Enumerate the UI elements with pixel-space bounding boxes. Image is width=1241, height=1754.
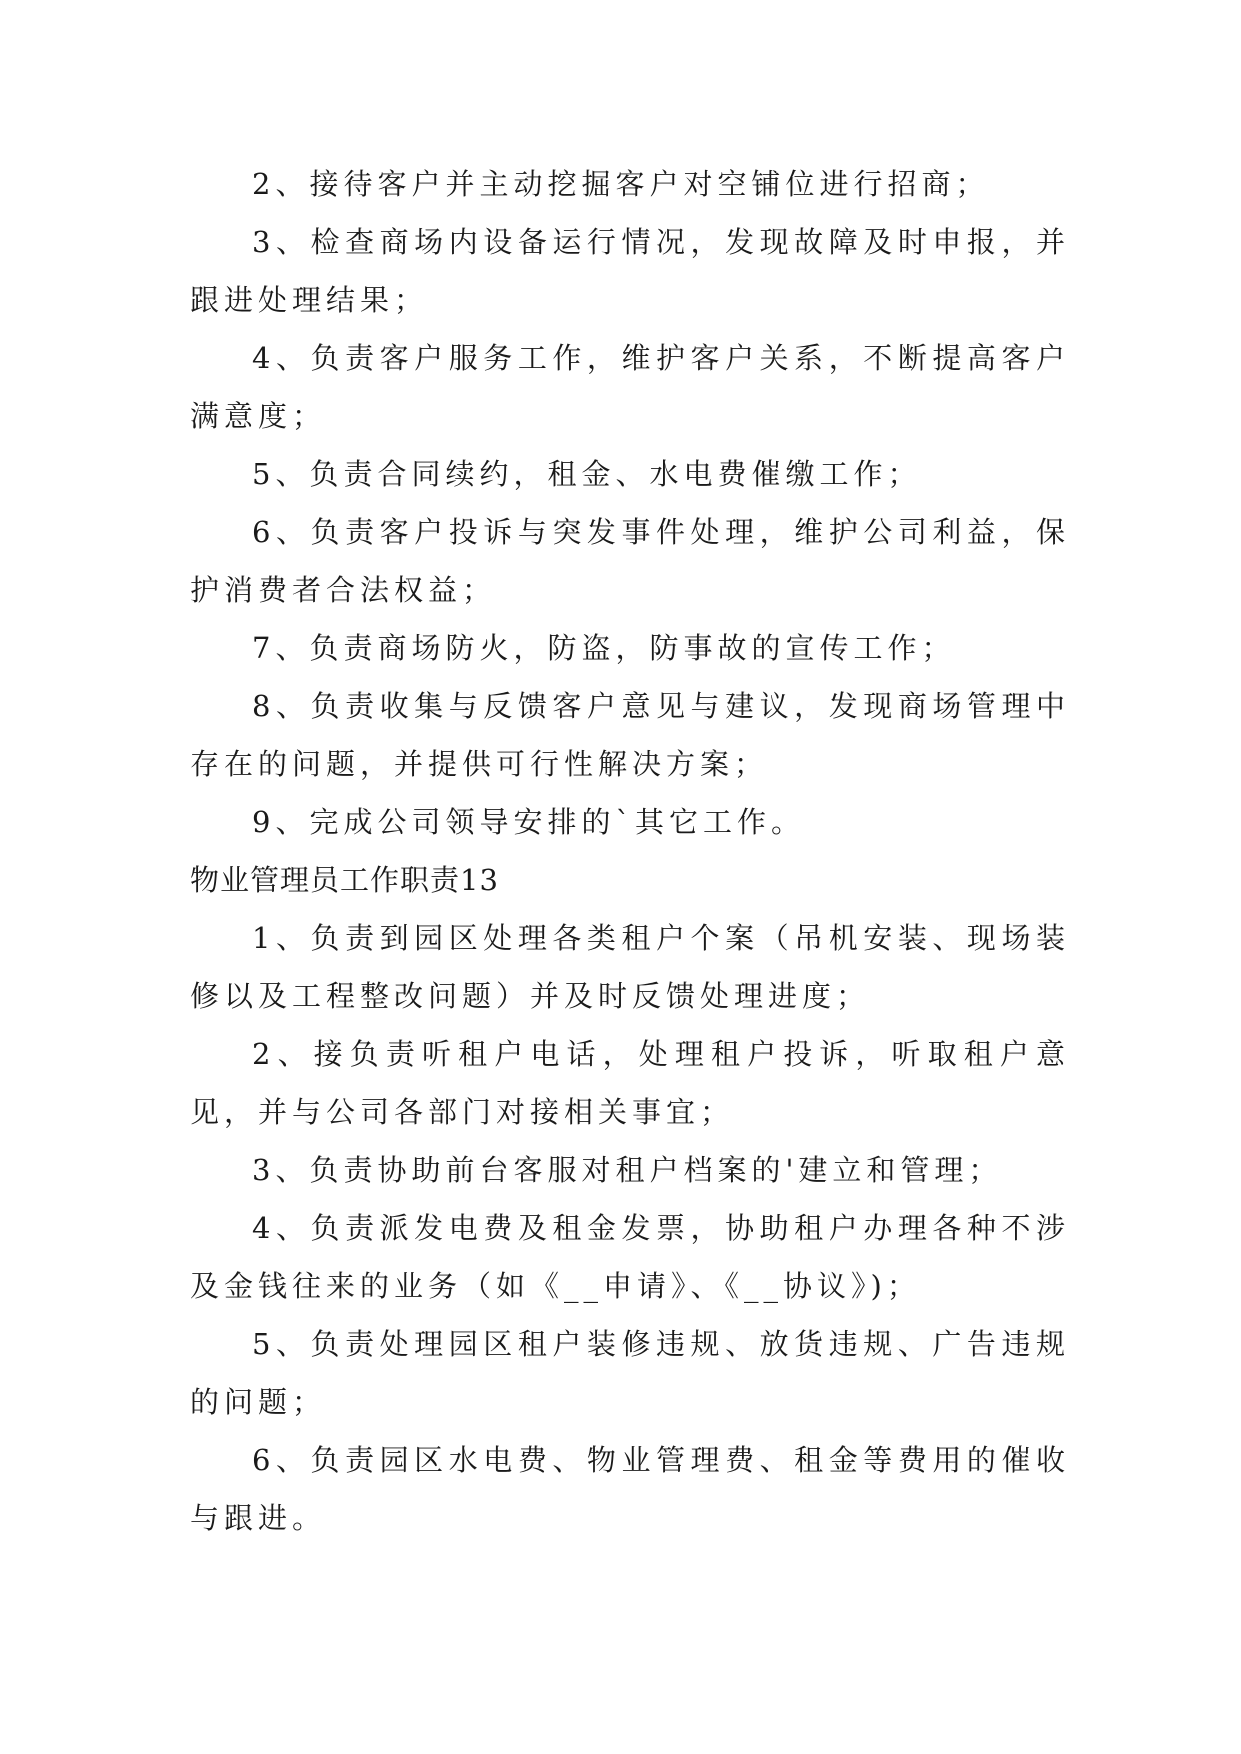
duty-item: 2、接负责听租户电话，处理租户投诉，听取租户意见，并与公司各部门对接相关事宜； — [190, 1037, 1070, 1129]
duty-item: 4、负责派发电费及租金发票，协助租户办理各种不涉及金钱往来的业务（如《__申请》、《__协议》)； — [190, 1211, 1070, 1303]
duty-item: 1、负责到园区处理各类租户个案（吊机安装、现场装修以及工程整改问题）并及时反馈处理进度； — [190, 921, 1070, 1013]
document-body — [190, 155, 1070, 1547]
duty-item: 4、负责客户服务工作，维护客户关系，不断提高客户满意度； — [190, 341, 1070, 433]
duty-item: 7、负责商场防火，防盗，防事故的宣传工作； — [252, 631, 956, 665]
duty-item: 9、完成公司领导安排的`其它工作。 — [252, 805, 805, 839]
duty-item: 6、负责园区水电费、物业管理费、租金等费用的催收与跟进。 — [190, 1443, 1070, 1535]
duty-item: 2、接待客户并主动挖掘客户对空铺位进行招商； — [252, 167, 990, 201]
duty-item: 3、检查商场内设备运行情况，发现故障及时申报，并跟进处理结果； — [190, 225, 1070, 317]
duty-item: 8、负责收集与反馈客户意见与建议，发现商场管理中存在的问题，并提供可行性解决方案； — [190, 689, 1070, 781]
duty-item: 3、负责协助前台客服对租户档案的'建立和管理； — [252, 1153, 1003, 1187]
duty-item: 5、负责合同续约，租金、水电费催缴工作； — [252, 457, 922, 491]
duty-item: 6、负责客户投诉与突发事件处理，维护公司利益，保护消费者合法权益； — [190, 515, 1070, 607]
duty-item: 5、负责处理园区租户装修违规、放货违规、广告违规的问题； — [190, 1327, 1070, 1419]
section-heading: 物业管理员工作职责13 — [190, 863, 499, 897]
